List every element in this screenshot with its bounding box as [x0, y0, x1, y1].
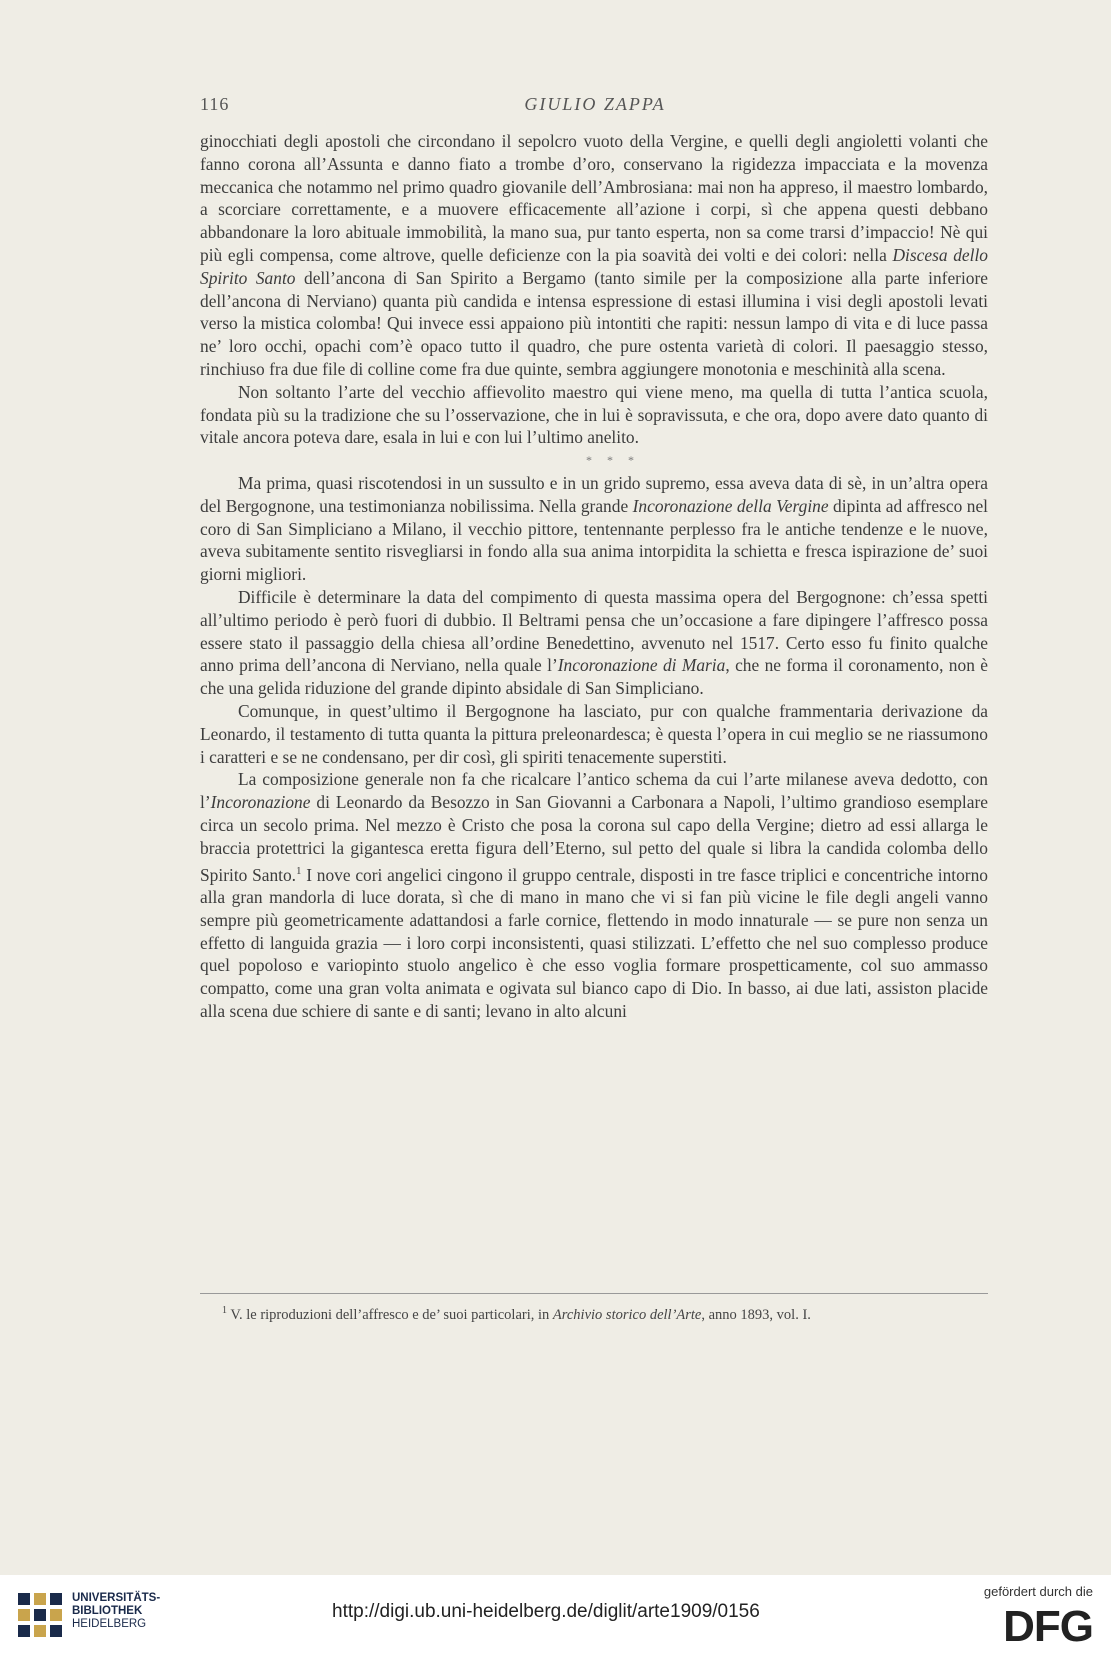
- footnote-divider: [200, 1293, 988, 1294]
- library-line: HEIDELBERG: [72, 1618, 147, 1630]
- footnote-text: V. le riproduzioni dell’affresco e de’ suoi particolari, in: [230, 1306, 553, 1323]
- text-run: dell’ancona di San Spirito a Bergamo (tanto simile per la composizione alla parte inferiore dell’ancona di Nerviano) quanta più candida e intensa espressione di estasi illumina i visi degli apostoli levati verso la mistica colomba! Qui invece essi appaiono più intontiti che rapiti: nessun lampo di vita e di luce passa ne’ loro occhi, opachi com’è opaco tutto il quadro, che pure ostenta varietà di colori. Il paesaggio stesso, rinchiuso fra due file di colline come fra due quinte, sembra aggiungere monotonia e meschinità alla scena.: [200, 267, 989, 379]
- paragraph: [200, 768, 988, 1023]
- running-title: GIULIO ZAPPA: [524, 94, 666, 114]
- permalink-url[interactable]: http://digi.ub.uni-heidelberg.de/diglit/arte1909/0156: [332, 1601, 760, 1622]
- university-library-logo-icon: [16, 1589, 66, 1643]
- library-line: UNIVERSITÄTS-: [72, 1592, 161, 1604]
- library-name: [72, 1592, 160, 1631]
- paragraph: [200, 586, 988, 700]
- footnote-text-end: , anno 1893, vol. I.: [701, 1306, 811, 1323]
- footnote: [222, 1305, 988, 1324]
- text-run: di Leonardo da Besozzo in San Giovanni a Carbonara a Napoli, l’ultimo grandioso esemplare circa un secolo prima. Nel mezzo è Cristo che posa la corona sul capo della Vergine; dietro ad essi allarga le braccia protettrici la gigantesca eretta figura dell’Eterno, sul petto del quale si libra la candida colomba dello Spirito Santo.: [200, 792, 988, 885]
- paragraph: Non soltanto l’arte del vecchio affievolito maestro qui viene meno, ma quella di tutta l’antica scuola, fondata più su la tradizione che su l’osservazione, che in lui è sopravissuta, e che ora, dopo avere dato quanto di vitale ancora poteva dare, esala in lui e con lui l’ultimo anelito.: [200, 381, 988, 448]
- text-run: La composizione generale non fa che ricalcare l’antico schema da cui l’arte milanese aveva dedotto, con l’: [200, 769, 988, 813]
- text-run: Difficile è determinare la data del compimento di questa massima opera del Bergognone: ch’essa spetti all’ultimo periodo è però fuori di dubbio. Il Beltrami pensa che un’occasione a fare dipingere l’affresco possa essere stato il passaggio della chiesa all’ordine Benedettino, avvenuto nel 1517. Certo esso fu finito qualche anno prima dell’ancona di Nerviano, nella quale l’: [200, 586, 988, 676]
- footnote-marker: 1: [222, 1305, 227, 1316]
- text-run: Ma prima, quasi riscotendosi in un sussulto e in un grido supremo, essa aveva data di sè, in un’altra opera del Bergognone, una testimonianza nobilissima. Nella grande: [200, 472, 988, 516]
- viewer-footer: [0, 1575, 1111, 1660]
- sponsor-label: gefördert durch die: [983, 1584, 1093, 1599]
- paragraph: Comunque, in quest’ultimo il Bergognone ha lasciato, pur con qualche frammentaria derivazione da Leonardo, il testamento di tutta quanta la pittura preleonardesca; è questa l’opera in cui meglio se ne riassumono i caratteri e se ne condensano, per dir così, gli spiriti tenacemente superstiti.: [200, 700, 988, 767]
- library-line: BIBLIOTHEK: [72, 1605, 143, 1617]
- paragraph: [200, 130, 988, 381]
- section-break: * * *: [586, 453, 640, 468]
- page-number: 116: [200, 94, 230, 114]
- body-text: [200, 130, 988, 1023]
- italic-title: Incoronazione di Maria: [557, 655, 726, 676]
- italic-title: Incoronazione della Vergine: [632, 495, 829, 516]
- footnote-italic: Archivio storico dell’Arte: [552, 1306, 702, 1323]
- italic-title: Incoronazione: [210, 792, 311, 813]
- text-run: I nove cori angelici cingono il gruppo centrale, disposti in tre fasce triplici e concentriche intorno alla gran mandorla di luce dorata, sì che di mano in mano che vi si fan più vicine le file degli angeli vanno sempre più geometricamente adattandosi a farle cornice, flettendo in modo innaturale — se pure non senza un effetto di languida grazia — i loro corpi inconsistenti, quasi stilizzati. L’effetto che nel suo complesso produce quel popoloso e variopinto stuolo angelico è che esso voglia formare prospetticamente, col suo ammasso compatto, come una gran volta animata e ogivata sul bianco capo di Dio. In basso, ai due lati, assiston placide alla scena due schiere di sante e di santi; levano in alto alcuni: [200, 864, 988, 1022]
- paragraph: [200, 472, 988, 586]
- text-run: , che ne forma il coronamento, non è che una gelida riduzione del grande dipinto absidale di San Simpliciano.: [200, 655, 988, 699]
- footnote-ref: 1: [296, 864, 302, 877]
- page-header: [200, 94, 990, 118]
- text-run: ginocchiati degli apostoli che circondano il sepolcro vuoto della Vergine, e quelli degli angioletti volanti che fanno corona all’Assunta e danno fiato a trombe d’oro, conservano la rigidezza impacciata e la movenza meccanica che notammo nel primo quadro giovanile dell’Ambrosiana: mai non ha appreso, il maestro lombardo, a scorciare correttamente, e a muovere efficacemente all’azione i corpi, sì che appena questi debbano abbandonare la loro abituale immobilità, la mano sua, pur tanto esperta, non sa come trarsi d’impaccio! Nè qui più egli compensa, come altrove, quelle deficienze con la pia soavità dei volti e dei colori: nella: [200, 131, 988, 265]
- italic-title: Discesa dello Spirito Santo: [200, 244, 988, 288]
- dfg-logo-icon: DFG: [1003, 1602, 1093, 1651]
- text-run: dipinta ad affresco nel coro di San Simpliciano a Milano, il vecchio pittore, tentennante perplesso fra le antiche tendenze e le nuove, aveva subitamente sentito risvegliarsi in fondo alla sua anima intorpidita la schietta e fresca ispirazione de’ suoi giorni migliori.: [200, 495, 989, 585]
